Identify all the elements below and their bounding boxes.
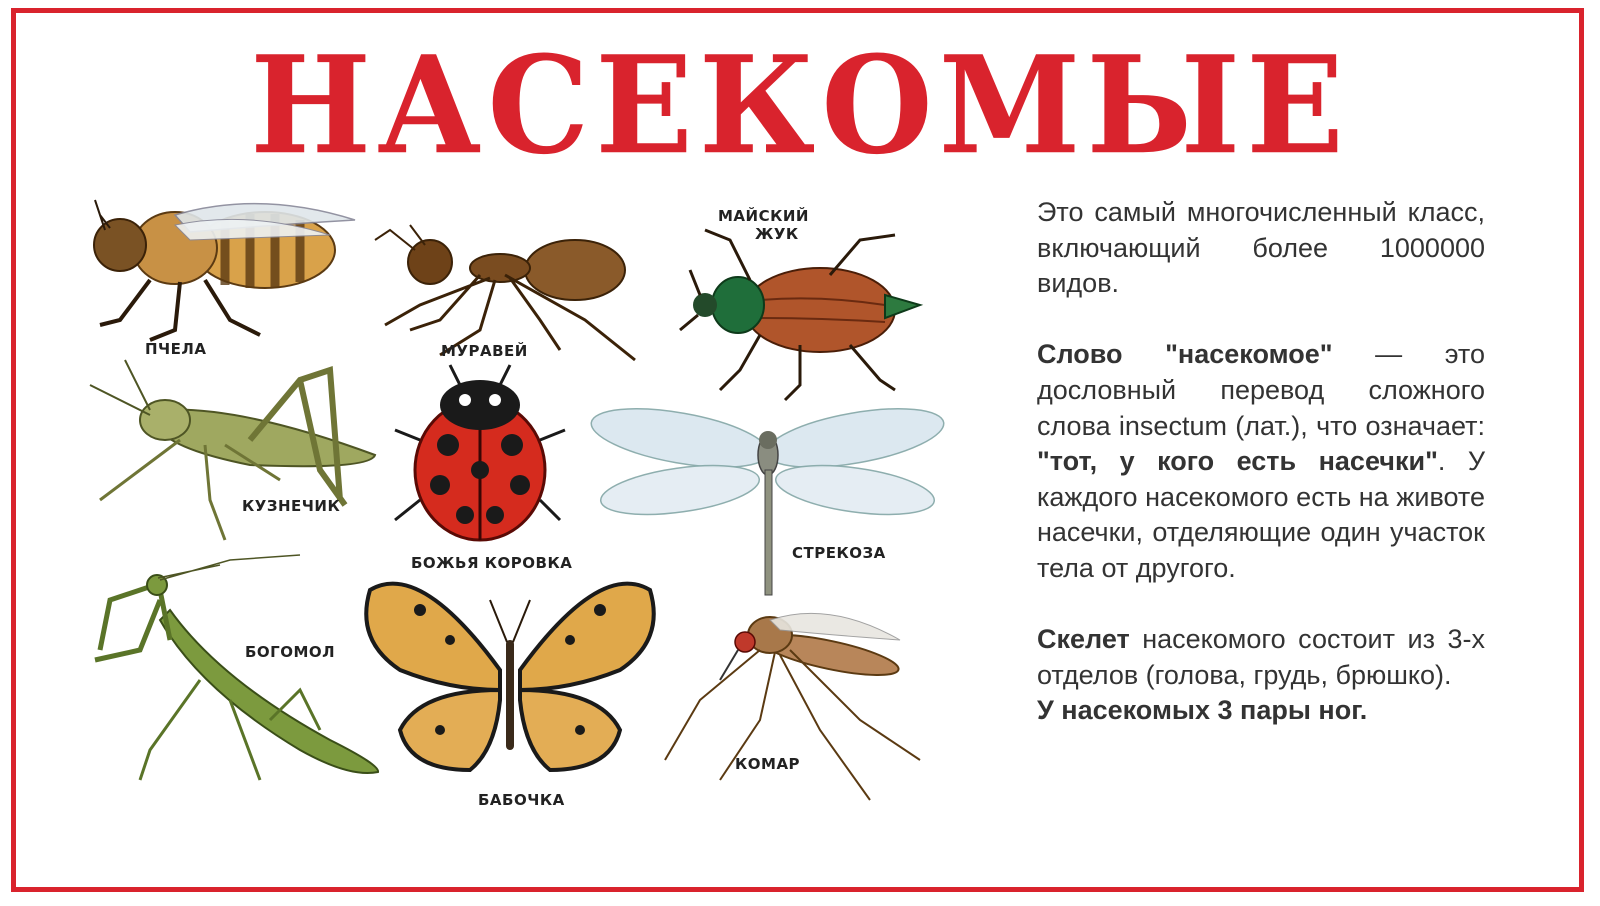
paragraph-skeleton — [1037, 622, 1485, 729]
word-origin-text: — это дословный перевод сложного слова insectum (лат.), что означает: — [1037, 339, 1485, 441]
label-grasshopper: КУЗНЕЧИК — [242, 497, 341, 515]
label-dragonfly: СТРЕКОЗА — [792, 544, 886, 562]
word-insect-heading: Слово "насекомое" — [1037, 339, 1333, 370]
may-beetle-icon — [680, 230, 920, 400]
notches-text: . У каждого насекомого есть на животе насечки, отделяющие один участок тела от другого. — [1037, 446, 1485, 583]
skeleton-text: насекомого состоит из 3-х отделов (голова, грудь, брюшко). — [1037, 624, 1485, 690]
description-text — [1037, 195, 1485, 729]
dragonfly-icon — [587, 398, 948, 595]
label-ladybug: БОЖЬЯ КОРОВКА — [411, 554, 573, 572]
paragraph-species: Это самый многочисленный класс, включающий более 1000000 видов. — [1037, 197, 1485, 299]
label-bee: ПЧЕЛА — [145, 340, 207, 358]
ant-icon — [375, 225, 635, 360]
label-ant: МУРАВЕЙ — [441, 342, 528, 360]
ladybug-icon — [395, 365, 565, 540]
label-butterfly: БАБОЧКА — [478, 791, 565, 809]
page-title: НАСЕКОМЫЕ — [250, 27, 1350, 185]
butterfly-icon — [366, 584, 654, 770]
label-mosquito: КОМАР — [735, 755, 801, 773]
mantis-icon — [95, 555, 378, 780]
label-may-beetle-1: МАЙСКИЙ — [718, 207, 809, 225]
notches-phrase: "тот, у кого есть насечки" — [1037, 446, 1438, 477]
bee-icon — [94, 200, 355, 340]
paragraph-word-origin — [1037, 337, 1485, 586]
legs-fact: У насекомых 3 пары ног. — [1037, 695, 1368, 726]
label-may-beetle-2: ЖУК — [755, 225, 799, 243]
skeleton-heading: Скелет — [1037, 624, 1130, 655]
label-mantis: БОГОМОЛ — [245, 643, 336, 661]
